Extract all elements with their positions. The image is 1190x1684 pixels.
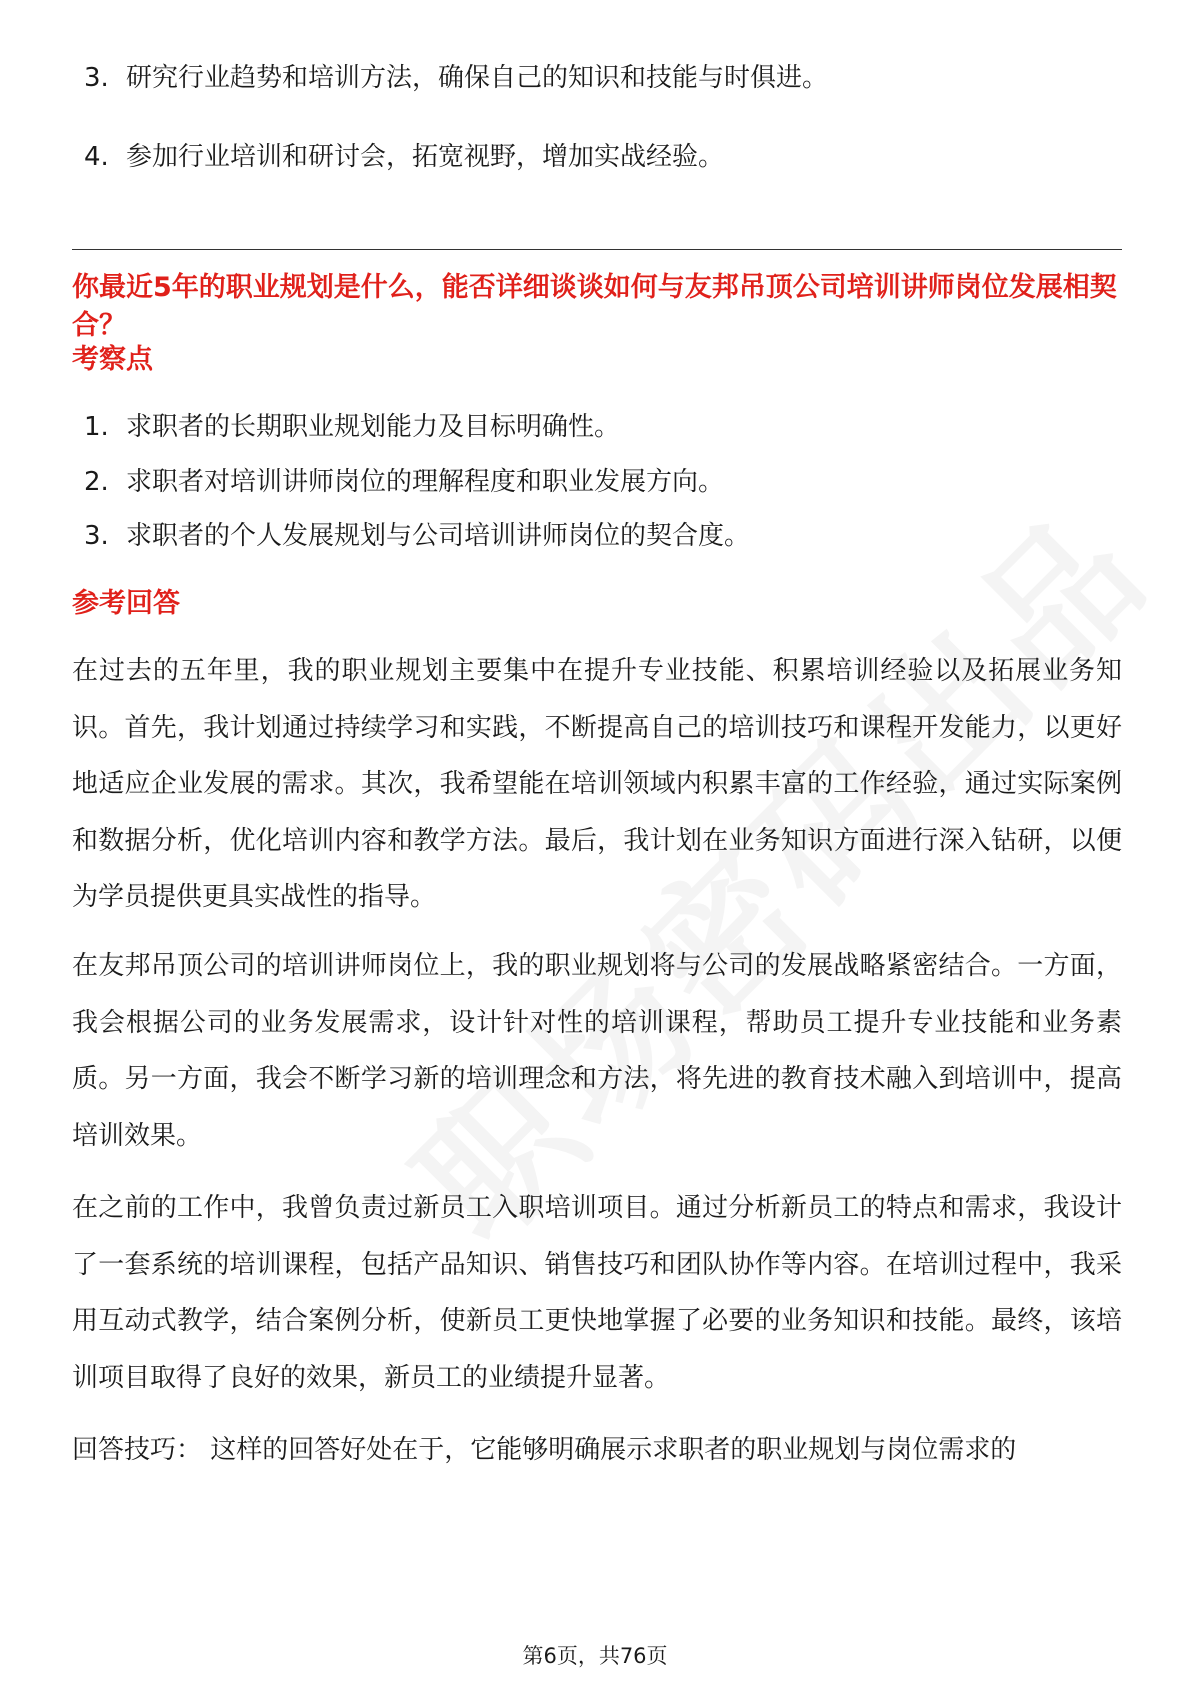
page-footer: 第6页，共76页 <box>522 1644 668 1668</box>
list-number: 4. <box>84 142 109 172</box>
section-divider <box>72 249 1122 250</box>
answer-paragraph: 在之前的工作中，我曾负责过新员工入职培训项目。通过分析新员工的特点和需求，我设计了一套系统的培训课程，包括产品知识、销售技巧和团队协作等内容。在培训过程中，我采用互动式教学，结合案例分析，使新员工更快地掌握了必要的业务知识和技能。最终，该培训项目取得了良好的效果，新员工的业绩提升显著。 <box>72 1193 1122 1393</box>
list-item <box>84 61 828 95</box>
list-text: 求职者的个人发展规划与公司培训讲师岗位的契合度。 <box>126 521 751 551</box>
list-item <box>84 465 724 499</box>
focus-heading: 考察点 <box>72 344 153 375</box>
list-text: 研究行业趋势和培训方法，确保自己的知识和技能与时俱进。 <box>126 63 829 93</box>
question-heading: 你最近5年的职业规划是什么，能否详细谈谈如何与友邦吊顶公司培训讲师岗位发展相契合？ <box>72 272 1117 341</box>
answer-heading: 参考回答 <box>72 588 180 619</box>
list-item <box>84 519 750 553</box>
list-text: 求职者对培训讲师岗位的理解程度和职业发展方向。 <box>126 467 725 497</box>
list-number: 2. <box>84 467 109 497</box>
list-number: 1. <box>84 412 109 442</box>
list-number: 3. <box>84 63 109 93</box>
list-item <box>84 410 620 444</box>
list-item <box>84 140 724 174</box>
list-text: 参加行业培训和研讨会，拓宽视野，增加实战经验。 <box>126 142 725 172</box>
answer-paragraph: 在友邦吊顶公司的培训讲师岗位上，我的职业规划将与公司的发展战略紧密结合。一方面，我会根据公司的业务发展需求，设计针对性的培训课程，帮助员工提升专业技能和业务素质。另一方面，我会不断学习新的培训理念和方法，将先进的教育技术融入到培训中，提高培训效果。 <box>72 951 1122 1151</box>
answer-paragraph: 在过去的五年里，我的职业规划主要集中在提升专业技能、积累培训经验以及拓展业务知识。首先，我计划通过持续学习和实践，不断提高自己的培训技巧和课程开发能力，以更好地适应企业发展的需求。其次，我希望能在培训领域内积累丰富的工作经验，通过实际案例和数据分析，优化培训内容和教学方法。最后，我计划在业务知识方面进行深入钻研，以便为学员提供更具实战性的指导。 <box>72 656 1122 912</box>
answer-tip: 回答技巧： 这样的回答好处在于，它能够明确展示求职者的职业规划与岗位需求的 <box>72 1435 1017 1465</box>
list-text: 求职者的长期职业规划能力及目标明确性。 <box>126 412 621 442</box>
list-number: 3. <box>84 521 109 551</box>
